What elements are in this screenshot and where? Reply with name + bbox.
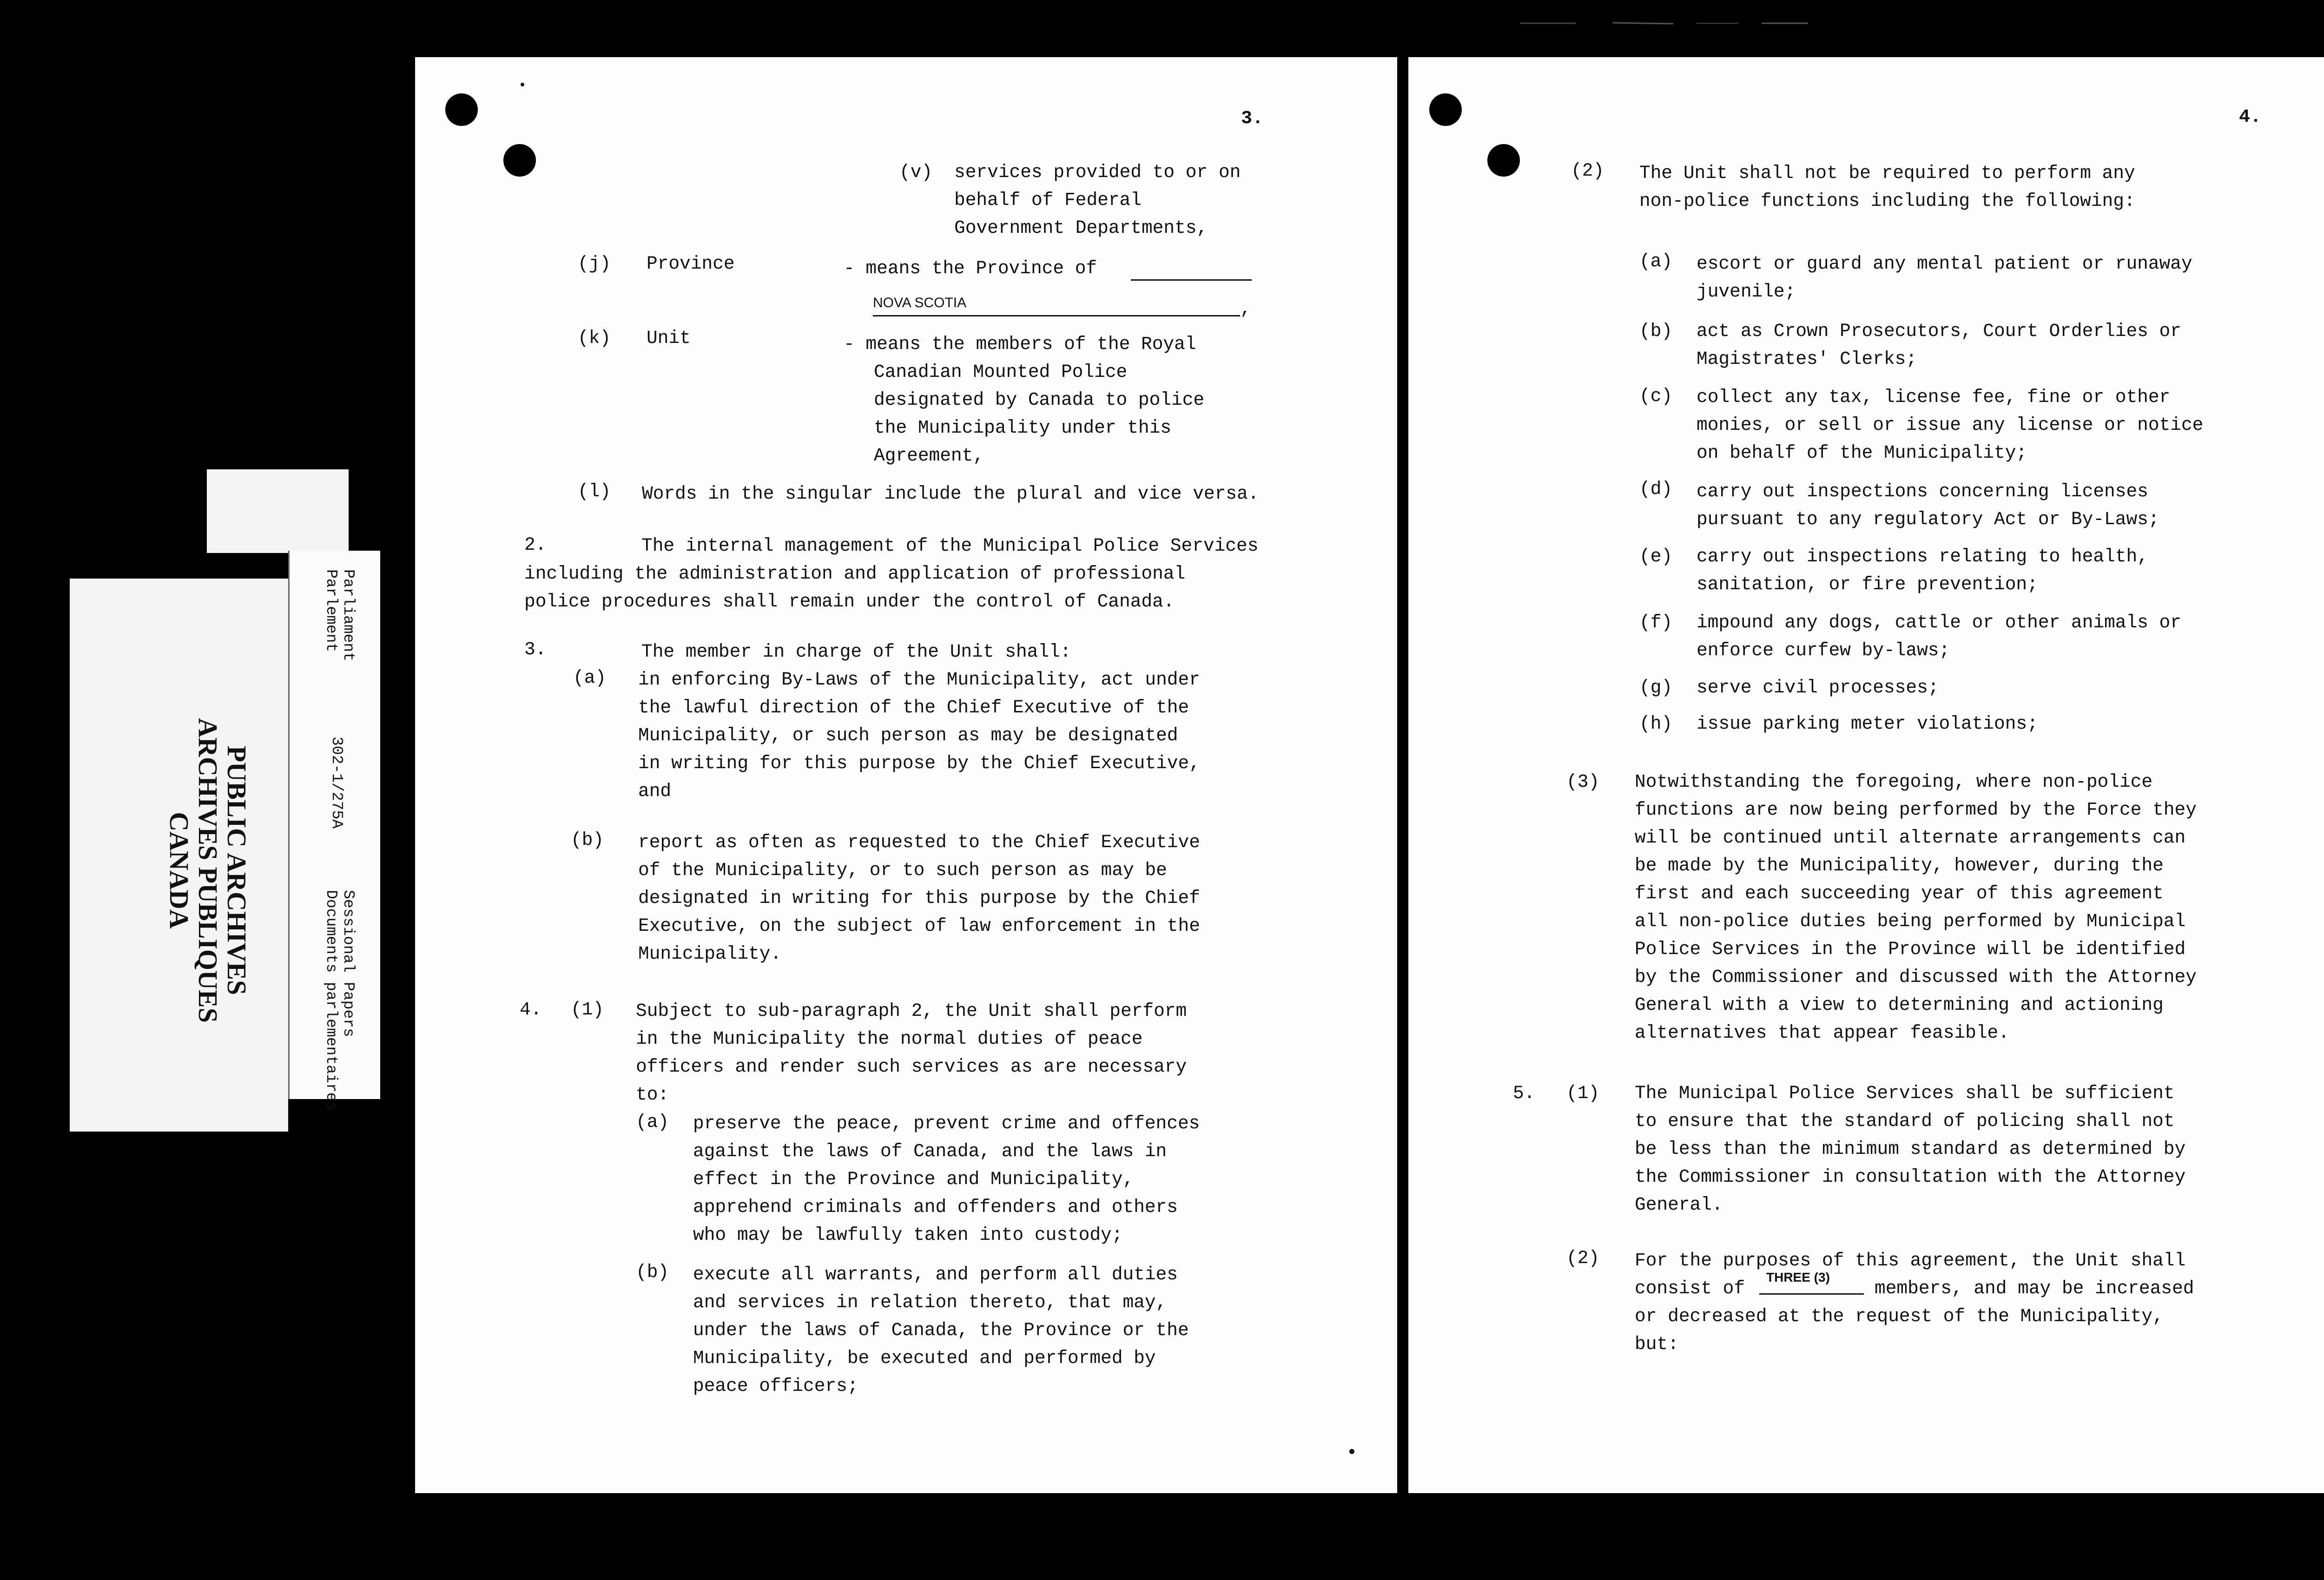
item-l-text: Words in the singular include the plural and vice versa.: [642, 483, 1259, 504]
text-line: including the administration and application of professional: [524, 563, 1186, 584]
para-2-text: [524, 532, 1258, 616]
text-line: Executive, on the subject of law enforcement in the: [638, 915, 1200, 936]
film-scratch: [1520, 21, 1808, 26]
text-line: in the Municipality the normal duties of peace: [636, 1028, 1143, 1049]
text-line: General with a view to determining and actioning: [1635, 994, 2164, 1015]
text-line: apprehend criminals and offenders and others: [693, 1197, 1178, 1218]
text-line: execute all warrants, and perform all duties: [693, 1264, 1178, 1285]
item-a-text: [1697, 250, 2192, 306]
text-line: all non-police duties being performed by Municipal: [1635, 911, 2186, 932]
para-3a-text: [638, 666, 1200, 805]
archive-name-line: ARCHIVES PUBLIQUES: [193, 718, 223, 1023]
text-line: be made by the Municipality, however, during the: [1635, 855, 2164, 876]
text-line: Canadian Mounted Police: [874, 362, 1128, 382]
para-4-1-text: [636, 997, 1187, 1109]
item-g-label: (g): [1639, 677, 1673, 698]
archive-reference: [328, 737, 345, 829]
unit-size-value: THREE (3): [1766, 1270, 1830, 1284]
parliament-en: Parliament: [340, 569, 357, 662]
text-line: behalf of Federal: [954, 190, 1142, 211]
para-5-1-text: [1635, 1080, 2185, 1219]
text-line: Police Services in the Province will be identified: [1635, 939, 2186, 960]
item-v-label: (v): [899, 162, 933, 183]
para-4a-label: (a): [636, 1112, 669, 1132]
text-line: The Unit shall not be required to perform any: [1639, 163, 2135, 184]
text-line: by the Commissioner and discussed with the Attorney: [1635, 967, 2197, 988]
parliament-fr: Parlement: [323, 569, 340, 652]
text-line: sanitation, or fire prevention;: [1697, 574, 2038, 595]
text-line: The internal management of the Municipal Police Services: [641, 535, 1259, 556]
text-line: to ensure that the standard of policing shall not: [1635, 1111, 2175, 1132]
text-line: will be continued until alternate arrangements can: [1635, 827, 2186, 848]
text-line: police procedures shall remain under the control of Canada.: [524, 591, 1175, 612]
archive-slip-tab: [207, 469, 349, 553]
text-line: be less than the minimum standard as determined by: [1635, 1139, 2186, 1159]
text-line: Agreement,: [874, 445, 984, 466]
para-4b-text: [693, 1261, 1189, 1400]
page-number: 3.: [1241, 108, 1264, 129]
text-line: Municipality, or such person as may be designated: [638, 725, 1178, 746]
para-5-1-label: (1): [1566, 1083, 1600, 1104]
punch-hole: [503, 144, 536, 177]
para-3a-label: (a): [573, 667, 607, 688]
para-5-2-line-1: For the purposes of this agreement, the Unit shall: [1635, 1250, 2186, 1271]
text-line: or decreased at the request of the Municipality,: [1635, 1306, 2164, 1327]
archive-slip-label: [288, 551, 380, 1111]
text-line: officers and render such services as are necessary: [636, 1056, 1187, 1077]
text-line: General.: [1635, 1194, 1723, 1215]
para-5-2-consist: consist of: [1635, 1278, 1745, 1299]
text-line: juvenile;: [1697, 281, 1796, 302]
para-3b-text: [638, 829, 1200, 968]
text-line: on behalf of the Municipality;: [1697, 442, 2027, 463]
text-line: preserve the peace, prevent crime and offences: [693, 1113, 1200, 1134]
punch-hole: [445, 93, 478, 126]
punch-hole: [1487, 144, 1520, 177]
text-line: who may be lawfully taken into custody;: [693, 1224, 1123, 1245]
text-line: peace officers;: [693, 1376, 858, 1396]
text-line: alternatives that appear feasible.: [1635, 1022, 2009, 1043]
archive-slip: [70, 579, 288, 1132]
para-5-number: 5.: [1513, 1083, 1535, 1104]
text-line: Subject to sub-paragraph 2, the Unit shall perform: [636, 1001, 1187, 1021]
para-3-label: (3): [1566, 771, 1600, 792]
item-j-definition: - means the Province of: [844, 258, 1097, 279]
para-3-text: [1635, 768, 2197, 1047]
text-line: Municipality, be executed and performed by: [693, 1348, 1156, 1369]
text-line: and services in relation thereto, that may,: [693, 1292, 1167, 1313]
item-c-text: [1697, 383, 2203, 467]
text-line: Magistrates' Clerks;: [1697, 349, 1917, 369]
text-line: Government Departments,: [954, 217, 1208, 238]
text-line: impound any dogs, cattle or other animals or: [1697, 612, 2181, 633]
item-h-text: issue parking meter violations;: [1697, 713, 2038, 734]
document-page-4: [1408, 57, 2324, 1493]
text-line: in writing for this purpose by the Chief Executive,: [638, 753, 1200, 774]
punch-hole: [1429, 93, 1462, 126]
para-4b-label: (b): [636, 1262, 669, 1283]
text-line: the Municipality under this: [874, 417, 1172, 438]
para-4-1-label: (1): [571, 999, 604, 1020]
item-f-text: [1697, 609, 2181, 665]
item-j-term: Province: [647, 253, 735, 274]
item-j-label: (j): [578, 253, 611, 274]
para-2-text: [1639, 159, 2135, 215]
text-line: The Municipal Police Services shall be sufficient: [1635, 1083, 2175, 1104]
reference-number: 302-1/275A: [328, 737, 345, 829]
text-line: non-police functions including the following:: [1639, 191, 2135, 211]
para-3-number: 3.: [524, 639, 547, 660]
document-page-3: [415, 57, 1397, 1493]
text-line: designated by Canada to police: [874, 389, 1205, 410]
blank-line: [873, 315, 1240, 316]
comma: ,: [1240, 298, 1251, 319]
para-2-label: (2): [1571, 160, 1604, 181]
para-5-2-label: (2): [1566, 1248, 1600, 1269]
item-d-label: (d): [1639, 479, 1673, 500]
text-line: and: [638, 781, 672, 802]
para-4a-text: [693, 1110, 1200, 1249]
item-b-label: (b): [1639, 321, 1673, 342]
text-line: carry out inspections concerning licenses: [1697, 481, 2148, 502]
text-line: Municipality.: [638, 943, 782, 964]
text-line: carry out inspections relating to health,: [1697, 546, 2148, 567]
para-3b-label: (b): [571, 830, 604, 850]
item-l-label: (l): [578, 481, 611, 502]
text-line: to:: [636, 1084, 669, 1105]
item-h-label: (h): [1639, 713, 1673, 734]
text-line: the lawful direction of the Chief Executive of the: [638, 697, 1189, 718]
text-line: report as often as requested to the Chief Executive: [638, 832, 1200, 853]
text-line: collect any tax, license fee, fine or other: [1697, 387, 2171, 408]
text-line: - means the members of the Royal: [844, 334, 1196, 355]
blank-line: [1759, 1293, 1864, 1295]
text-line: functions are now being performed by the Force they: [1635, 799, 2197, 820]
item-e-label: (e): [1639, 546, 1673, 567]
item-v-text: [954, 158, 1241, 242]
text-line: escort or guard any mental patient or runaway: [1697, 253, 2192, 274]
text-line: the Commissioner in consultation with the Attorney: [1635, 1166, 2186, 1187]
sessional-label: [323, 890, 357, 1111]
text-line: of the Municipality, or to such person as may be: [638, 860, 1167, 881]
text-line: but:: [1635, 1334, 1679, 1355]
item-c-label: (c): [1639, 386, 1673, 407]
item-f-label: (f): [1639, 612, 1673, 633]
text-line: under the laws of Canada, the Province or the: [693, 1320, 1189, 1341]
blank-line: [1131, 279, 1252, 281]
text-line: Notwithstanding the foregoing, where non-police: [1635, 771, 2153, 792]
item-d-text: [1697, 478, 2159, 533]
archive-name-line: PUBLIC ARCHIVES: [222, 745, 252, 995]
text-line: first and each succeeding year of this agreement: [1635, 883, 2164, 904]
speck: [1349, 1449, 1354, 1454]
page-number: 4.: [2239, 107, 2262, 128]
text-line: enforce curfew by-laws;: [1697, 640, 1950, 661]
item-b-text: [1697, 317, 2181, 373]
para-5-2-text: [1635, 1303, 2164, 1358]
para-2-number: 2.: [524, 534, 547, 555]
item-k-term: Unit: [647, 328, 691, 349]
text-line: monies, or sell or issue any license or notice: [1697, 415, 2204, 435]
parliament-label: [323, 569, 357, 661]
archive-name-line: CANADA: [164, 812, 194, 929]
para-3-lead: The member in charge of the Unit shall:: [641, 641, 1071, 662]
text-line: services provided to or on: [954, 162, 1241, 183]
item-k-definition: [844, 330, 1204, 470]
text-line: pursuant to any regulatory Act or By-Laws;: [1697, 509, 2159, 530]
item-e-text: [1697, 543, 2148, 599]
text-line: effect in the Province and Municipality,: [693, 1169, 1134, 1190]
item-a-label: (a): [1639, 251, 1673, 272]
text-line: act as Crown Prosecutors, Court Orderlies or: [1697, 321, 2181, 342]
para-5-2-members: members, and may be increased: [1875, 1278, 2194, 1299]
item-k-label: (k): [578, 328, 611, 349]
para-4-number: 4.: [520, 999, 542, 1020]
speck: [521, 83, 524, 86]
text-line: against the laws of Canada, and the laws in: [693, 1141, 1167, 1162]
archive-name: [165, 718, 251, 1023]
item-g-text: serve civil processes;: [1697, 677, 1939, 698]
province-value: NOVA SCOTIA: [873, 295, 967, 310]
text-line: in enforcing By-Laws of the Municipality, act under: [638, 669, 1200, 690]
sessional-fr: Documents parlementaires: [323, 890, 340, 1111]
sessional-en: Sessional Papers: [340, 890, 357, 1037]
text-line: designated in writing for this purpose by the Chief: [638, 888, 1200, 908]
